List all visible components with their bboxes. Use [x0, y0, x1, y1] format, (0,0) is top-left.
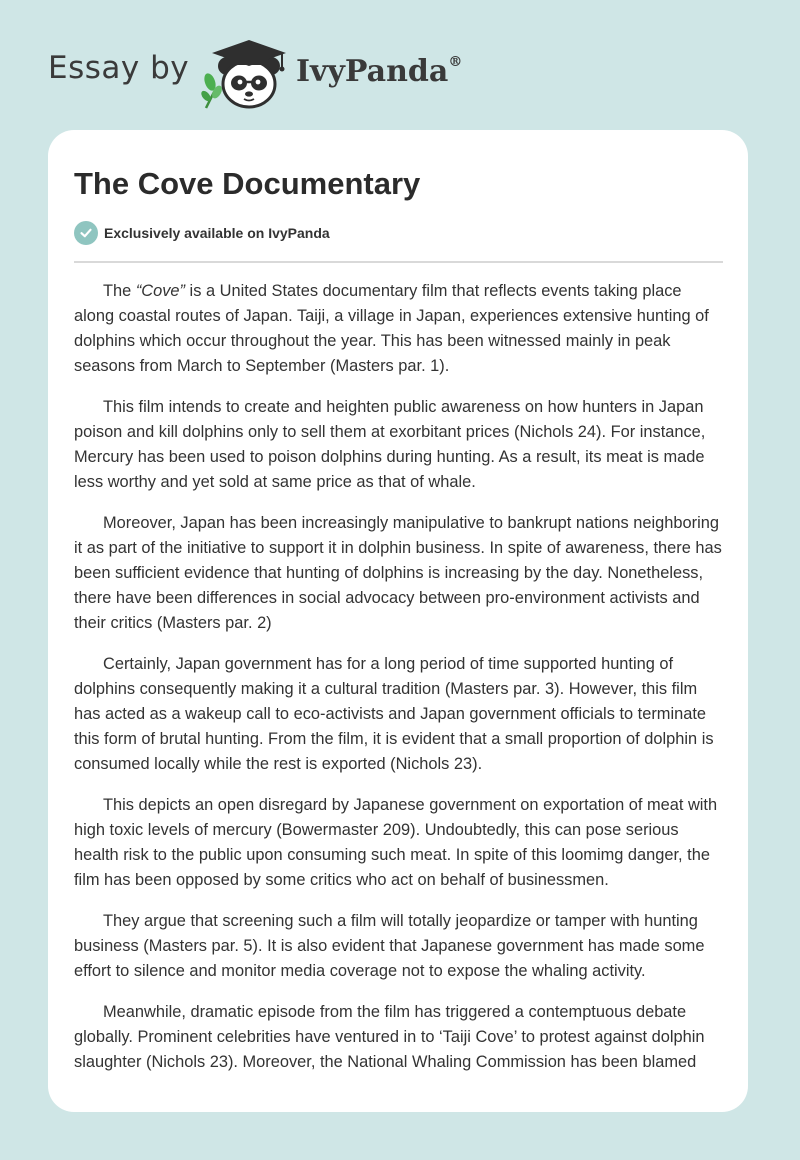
- exclusive-badge: [74, 221, 330, 245]
- film-title: “Cove”: [135, 282, 185, 300]
- essay-card: [48, 130, 748, 1112]
- check-circle-icon: [74, 221, 98, 245]
- essay-by-label: Essay by: [48, 50, 190, 86]
- paragraph: Meanwhile, dramatic episode from the film has triggered a contemptuous debate globally. Prominent celebrities have ventured in to ‘Taiji Cove’ to protest against dolphin slaughter (Nichols 23). Moreover, the National Whaling Commission has been blamed: [74, 1003, 705, 1071]
- paragraph: [74, 279, 724, 379]
- paragraph: Certainly, Japan government has for a long period of time supported hunting of dolphins consequently making it a cultural tradition (Masters par. 3). However, this film has acted as a wakeup call to eco-activists and Japan government officials to terminate this form of brutal hunting. From the film, it is evident that a small proportion of dolphin is consumed locally while the rest is exported (Nichols 23).: [74, 655, 714, 773]
- paragraph: Moreover, Japan has been increasingly manipulative to bankrupt nations neighboring it as part of the initiative to support it in dolphin business. In spite of awareness, there has been sufficient evidence that hunting of dolphins is increasing by the day. Nonetheless, there have been differences in social advocacy between pro-environment activists and their critics (Masters par. 2): [74, 514, 722, 632]
- site-header: [0, 0, 800, 130]
- paragraph-lead: The: [103, 282, 136, 300]
- paragraph: This film intends to create and heighten public awareness on how hunters in Japan poison and kill dolphins only to sell them at exorbitant prices (Nichols 24). For instance, Mercury has been used to poison dolphins during hunting. As a result, its meat is made less worthy and yet sold at same price as that of whale.: [74, 398, 706, 491]
- page-title: The Cove Documentary: [74, 166, 421, 201]
- exclusive-badge-label: Exclusively available on IvyPanda: [104, 225, 330, 241]
- brand-name: [296, 54, 462, 89]
- paragraph: They argue that screening such a film will totally jeopardize or tamper with hunting business (Masters par. 5). It is also evident that Japanese government has made some effort to silence and monitor media coverage not to expose the whaling activity.: [74, 912, 705, 980]
- paragraph: This depicts an open disregard by Japanese government on exportation of meat with high toxic levels of mercury (Bowermaster 209). Undoubtedly, this can pose serious health risk to the public upon consuming such meat. In spite of this loomimg danger, the film has been opposed by some critics who act on behalf of businessmen.: [74, 796, 718, 889]
- brand-text: IvyPanda: [296, 54, 449, 89]
- divider: [74, 261, 723, 263]
- essay-body: [74, 279, 724, 1091]
- trademark-symbol: ®: [448, 54, 463, 70]
- paragraph-text: is a United States documentary film that reflects events taking place along coastal routes of Japan. Taiji, a village in Japan, experiences extensive hunting of dolphins which occur throughout the year. This has been witnessed mainly in peak seasons from March to September (Masters par. 1).: [74, 282, 709, 375]
- panda-graduate-icon: [200, 36, 294, 110]
